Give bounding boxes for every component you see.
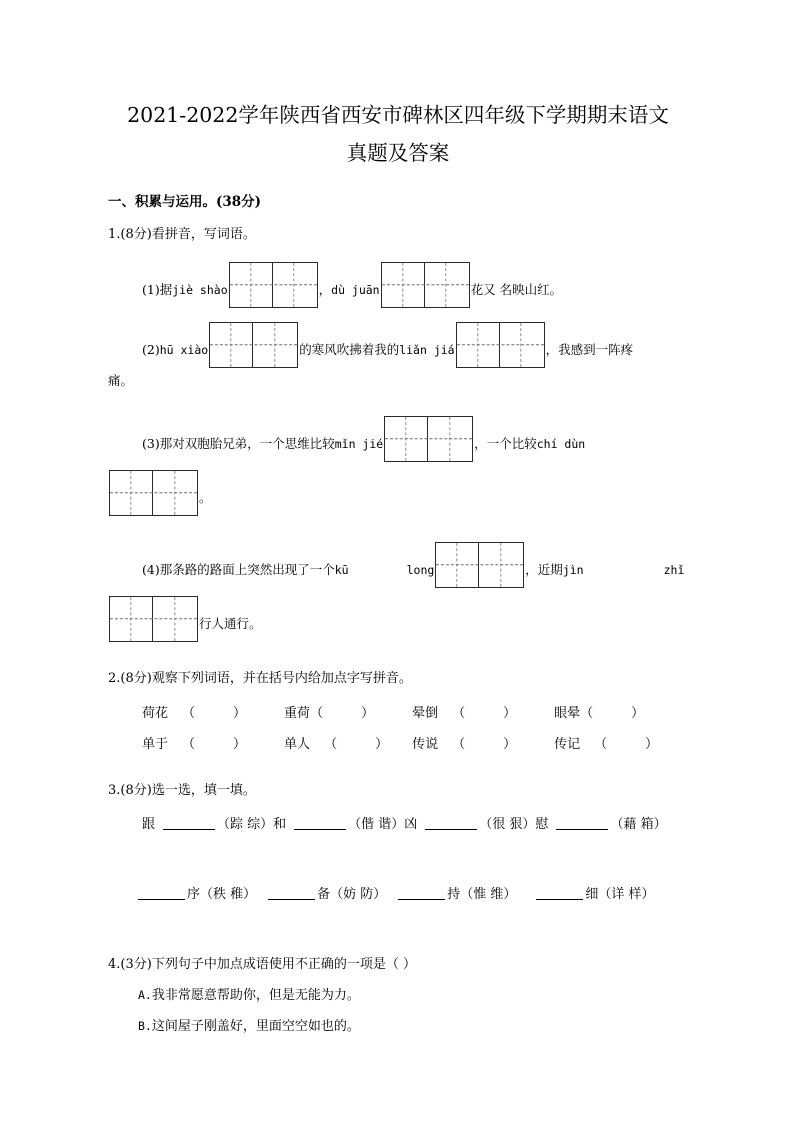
word-text: 单人 [284, 737, 311, 752]
word-item [554, 729, 658, 760]
question-3-stem: 3.(8分)选一选，填一填。 [108, 783, 256, 798]
item-text-post: 花又 名映山红。 [470, 282, 563, 297]
page-content [108, 96, 688, 1042]
fill-suffix: 备（妨 防） [317, 887, 387, 902]
writing-grid-1[interactable] [435, 542, 524, 588]
item-text-pre: 那条路的路面上突然出现了一个 [159, 562, 335, 577]
item-text-wrap: 行人通行。 [199, 616, 262, 631]
fill-suffix: 持（惟 维） [447, 887, 517, 902]
fill-suffix: （偕 谐）凶 [348, 817, 418, 832]
question-1-item-2 [108, 322, 688, 368]
grid-cell [153, 597, 196, 641]
fill-prefix: 跟 [142, 817, 156, 832]
grid-cell [425, 263, 468, 307]
item-text-mid: ， [318, 282, 332, 297]
question-1-item-2-wrap: 痛。 [108, 373, 134, 388]
grid-cell [110, 471, 153, 515]
question-2-row-1 [108, 698, 688, 729]
bracket-close[interactable]: ） [233, 737, 247, 752]
fill-suffix: （踪 综）和 [217, 817, 287, 832]
bracket-open: （ [594, 737, 608, 752]
word-text: 传记 [554, 737, 581, 752]
grid-cell [479, 543, 522, 587]
item-text-pre: 据 [159, 282, 173, 297]
question-1 [108, 220, 688, 642]
grid-cell [436, 543, 479, 587]
word-text: 荷花 [142, 706, 169, 721]
question-1-items [108, 262, 688, 642]
item-pinyin-2: chí dùn [536, 437, 586, 451]
grid-cell [273, 263, 316, 307]
item-text-post: ，我感到一阵疼 [545, 342, 634, 357]
question-3 [108, 776, 688, 910]
bracket-close[interactable]: ） [645, 737, 659, 752]
document-title [108, 96, 688, 172]
grid-cell [253, 323, 296, 367]
bracket-open: （ [182, 737, 196, 752]
bracket-open: （ [182, 706, 196, 721]
bracket-close[interactable]: ） [361, 706, 375, 721]
section-heading-one: 一、积累与运用。(38分) [108, 194, 262, 210]
question-2-stem: 2.(8分)观察下列词语，并在括号内给加点字写拼音。 [108, 671, 412, 686]
grid-cell [230, 263, 273, 307]
writing-grid-4[interactable] [109, 596, 198, 642]
question-3-row-2 [108, 880, 688, 910]
fill-suffix: （很 狠）慰 [479, 817, 549, 832]
word-item [412, 698, 516, 729]
item-text-pre: 那对双胞胎兄弟，一个思维比较 [159, 436, 335, 451]
question-1-item-3-wrap-row [108, 470, 688, 516]
bracket-close[interactable]: ） [503, 706, 517, 721]
word-text: 传说 [412, 737, 439, 752]
item-label: (1) [142, 282, 160, 297]
writing-grid-2[interactable] [456, 322, 545, 368]
item-label: (2) [142, 342, 160, 357]
question-1-item-4-wrap-row [108, 596, 688, 642]
option-label: A. [138, 988, 152, 1002]
bracket-open: （ [580, 706, 594, 721]
word-text: 单于 [142, 737, 169, 752]
question-2-row-2 [108, 729, 688, 760]
word-item [284, 729, 388, 760]
bracket-open: （ [310, 706, 324, 721]
question-1-item-4 [108, 542, 688, 588]
fill-suffix: 细（详 样） [585, 887, 655, 902]
item-pinyin-2b: zhǐ [663, 563, 685, 577]
item-text-mid: 的寒风吹拂着我的 [299, 342, 400, 357]
fill-suffix: （藉 箱） [610, 817, 667, 832]
fill-blank[interactable] [425, 815, 477, 830]
fill-blank[interactable] [536, 885, 583, 900]
bracket-close[interactable]: ） [233, 706, 247, 721]
bracket-close[interactable]: ） [503, 737, 517, 752]
grid-cell [110, 597, 153, 641]
bracket-open: （ [324, 737, 338, 752]
question-4 [108, 950, 688, 1042]
fill-blank[interactable] [163, 815, 215, 830]
item-pinyin-1b: long [406, 563, 435, 577]
bracket-close[interactable]: ） [375, 737, 389, 752]
writing-grid-1[interactable] [209, 322, 298, 368]
question-1-item-1 [108, 262, 688, 308]
question-4-stem: 4.(3分)下列句子中加点成语使用不正确的一项是（ ） [108, 957, 416, 972]
question-1-stem: 1.(8分)看拼音，写词语。 [108, 227, 256, 242]
option-label: B. [138, 1019, 152, 1033]
word-item [412, 729, 516, 760]
option-text: 这间屋子刚盖好，里面空空如也的。 [151, 1019, 360, 1034]
bracket-open: （ [452, 706, 466, 721]
item-text-mid: ，一个比较 [474, 436, 537, 451]
writing-grid-3[interactable] [109, 470, 198, 516]
question-3-row-1 [108, 810, 688, 840]
question-1-item-3 [108, 416, 688, 462]
grid-cell [210, 323, 253, 367]
item-pinyin-2a: jìn [562, 563, 584, 577]
bracket-close[interactable]: ） [631, 706, 645, 721]
fill-suffix: 序（秩 稚） [187, 887, 257, 902]
document-title-line1: 2021-2022学年陕西省西安市碑林区四年级下学期期末语文 [127, 103, 669, 127]
item-pinyin-1a: kū [334, 563, 349, 577]
grid-cell [385, 417, 428, 461]
word-text: 重荷 [284, 706, 311, 721]
question-4-option-b[interactable] [108, 1011, 688, 1042]
bracket-open: （ [452, 737, 466, 752]
fill-blank[interactable] [398, 885, 445, 900]
writing-grid-1[interactable] [229, 262, 318, 308]
item-pinyin-1: mǐn jié [334, 437, 384, 451]
document-title-line2: 真题及答案 [346, 141, 450, 165]
item-label: (3) [142, 436, 160, 451]
word-text: 晕倒 [412, 706, 439, 721]
item-pinyin-2: liǎn jiá [399, 343, 455, 357]
item-pinyin-1: jiè shào [172, 283, 228, 297]
grid-cell [500, 323, 543, 367]
item-pinyin-2: dù juān [331, 283, 380, 297]
word-item [142, 729, 246, 760]
fill-blank[interactable] [138, 885, 185, 900]
writing-grid-1[interactable] [384, 416, 473, 462]
item-label: (4) [142, 562, 160, 577]
question-4-option-a[interactable] [108, 980, 688, 1011]
item-pinyin-1: hū xiào [159, 343, 209, 357]
grid-cell [428, 417, 471, 461]
word-item [554, 698, 644, 729]
item-text-wrap: 。 [199, 490, 212, 505]
option-text: 我非常愿意帮助你，但是无能为力。 [151, 988, 360, 1003]
word-text: 眼晕 [554, 706, 581, 721]
grid-cell [457, 323, 500, 367]
grid-cell [153, 471, 196, 515]
grid-cell [382, 263, 425, 307]
fill-blank[interactable] [294, 815, 346, 830]
fill-blank[interactable] [268, 885, 315, 900]
item-text-mid: ，近期 [525, 562, 563, 577]
writing-grid-2[interactable] [381, 262, 470, 308]
question-2 [108, 664, 688, 760]
fill-blank[interactable] [556, 815, 608, 830]
word-item [284, 698, 374, 729]
word-item [142, 698, 246, 729]
